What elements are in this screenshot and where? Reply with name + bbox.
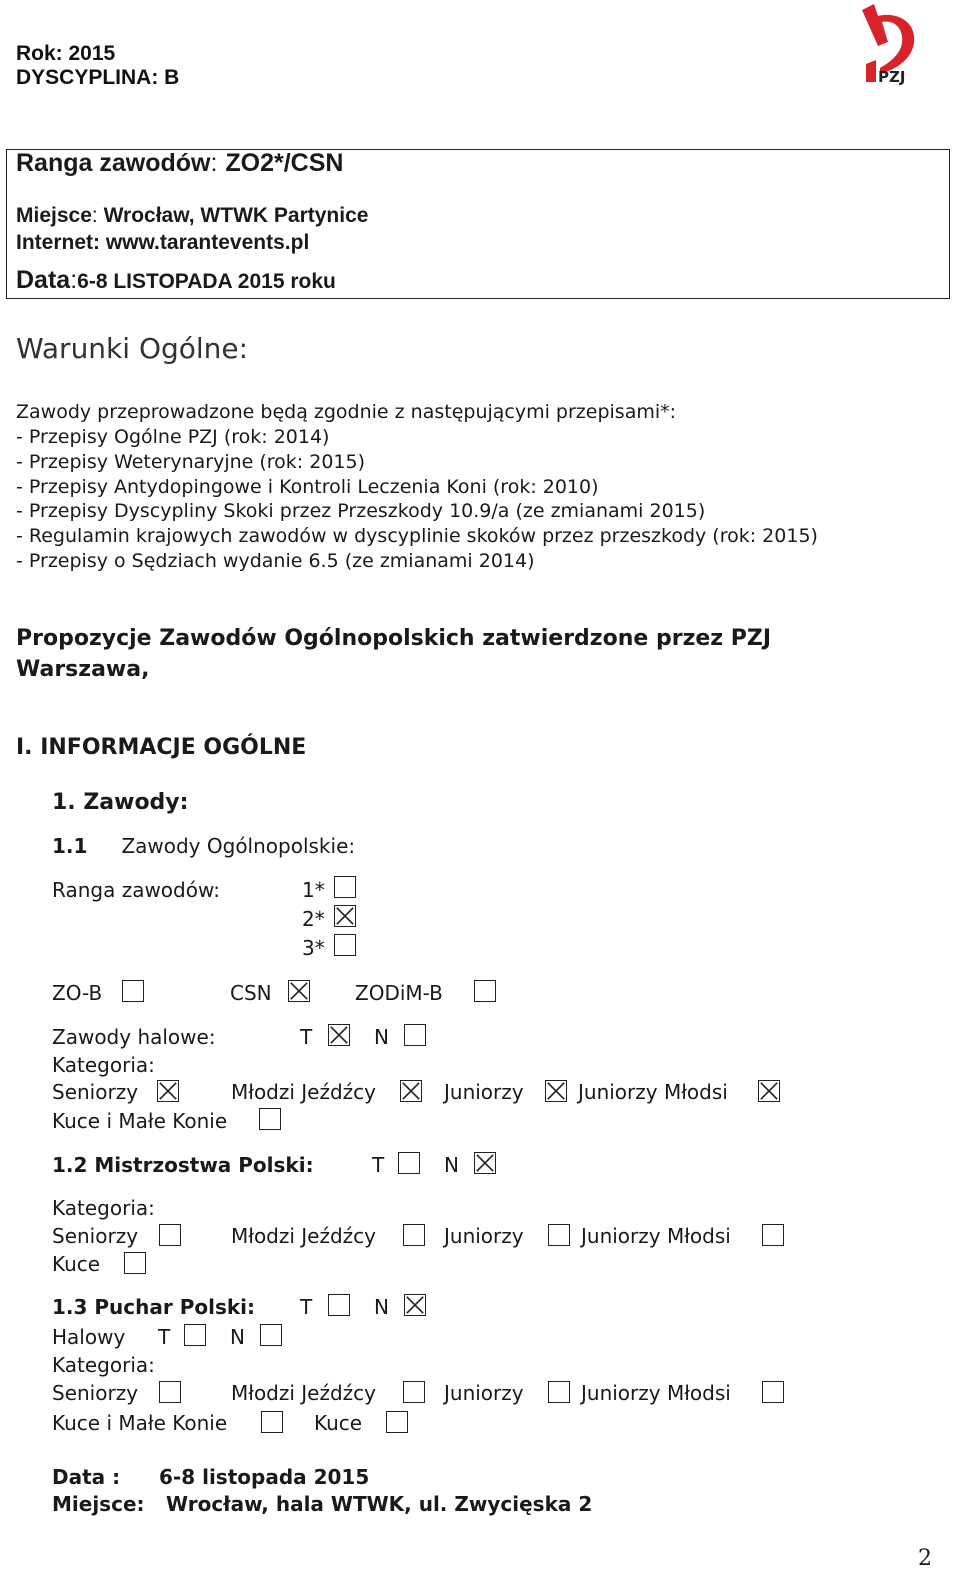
c13-ponies-checkbox[interactable] [386, 1411, 408, 1433]
halowy-n-checkbox[interactable] [260, 1324, 282, 1346]
halowy-label: Halowy [52, 1325, 126, 1349]
juniors-label: Juniorzy [444, 1381, 524, 1405]
event-date-value: 6-8 listopada 2015 [159, 1465, 370, 1489]
category-label: Kategoria: [52, 1053, 155, 1077]
pp-n-checkbox[interactable] [404, 1294, 426, 1316]
zob-label: ZO-B [52, 981, 103, 1005]
csn-checkbox[interactable] [288, 980, 310, 1002]
indoor-n-label: N [374, 1025, 389, 1049]
propositions-line2: Warszawa, [16, 657, 150, 682]
mp-t-checkbox[interactable] [398, 1152, 420, 1174]
rank-value: ZO2*/CSN [225, 149, 344, 177]
pp-t-checkbox[interactable] [328, 1294, 350, 1316]
event-place-label: Miejsce: [52, 1492, 145, 1516]
c13-juniors-checkbox[interactable] [548, 1381, 570, 1403]
young-riders-label: Młodzi Jeźdźcy [231, 1224, 377, 1248]
c12-seniors-checkbox[interactable] [159, 1224, 181, 1246]
c12-young-riders-checkbox[interactable] [403, 1224, 425, 1246]
place-line: Miejsce: Wrocław, WTWK Partynice [16, 204, 369, 227]
star3-checkbox[interactable] [334, 934, 356, 956]
rule-line: Zawody przeprowadzone będą zgodnie z następującymi przepisami*: [16, 401, 677, 423]
event-date-label: Data : [52, 1465, 121, 1489]
c13-ponies-small-checkbox[interactable] [261, 1411, 283, 1433]
c11-juniors-checkbox[interactable] [545, 1080, 567, 1102]
c12-juniors-checkbox[interactable] [548, 1224, 570, 1246]
star1-checkbox[interactable] [334, 876, 356, 898]
rule-line: - Przepisy Antydopingowe i Kontroli Leczenia Koni (rok: 2010) [16, 476, 599, 498]
ponies-small-label: Kuce i Małe Konie [52, 1411, 228, 1435]
logo-text: PZJ [878, 68, 906, 86]
rank-line: Ranga zawodów: ZO2*/CSN [16, 149, 344, 177]
pp-n-label: N [374, 1295, 389, 1319]
rule-line: - Regulamin krajowych zawodów w dyscyplinie skoków przez przeszkody (rok: 2015) [16, 525, 818, 547]
halowy-t-checkbox[interactable] [184, 1324, 206, 1346]
indoor-label: Zawody halowe: [52, 1025, 216, 1049]
c13-seniors-checkbox[interactable] [159, 1381, 181, 1403]
zodimb-label: ZODiM-B [355, 981, 443, 1005]
rule-line: - Przepisy Weterynaryjne (rok: 2015) [16, 451, 366, 473]
event-place-value: Wrocław, hala WTWK, ul. Zwycięska 2 [166, 1492, 593, 1516]
juniors-label: Juniorzy [444, 1224, 524, 1248]
category-label: Kategoria: [52, 1196, 155, 1220]
c13-young-riders-checkbox[interactable] [403, 1381, 425, 1403]
category-label: Kategoria: [52, 1353, 155, 1377]
mp-t-label: T [372, 1153, 385, 1177]
c12-young-juniors-checkbox[interactable] [762, 1224, 784, 1246]
year-line: Rok: 2015 [16, 42, 116, 65]
mp-n-checkbox[interactable] [474, 1152, 496, 1174]
young-riders-label: Młodzi Jeźdźcy [231, 1381, 377, 1405]
star2-label: 2* [302, 907, 325, 931]
star3-label: 3* [302, 936, 325, 960]
ponies-label: Kuce [314, 1411, 363, 1435]
young-riders-label: Młodzi Jeźdźcy [231, 1080, 377, 1104]
halowy-t-label: T [158, 1325, 171, 1349]
internet-line: Internet: www.tarantevents.pl [16, 231, 310, 254]
seniors-label: Seniorzy [52, 1381, 139, 1405]
zob-checkbox[interactable] [122, 980, 144, 1002]
pp-heading: 1.3 Puchar Polski: [52, 1295, 256, 1319]
pp-t-label: T [300, 1295, 313, 1319]
young-juniors-label: Juniorzy Młodsi [578, 1080, 728, 1104]
juniors-label: Juniorzy [444, 1080, 524, 1104]
c11-young-riders-checkbox[interactable] [400, 1080, 422, 1102]
section-heading: I. INFORMACJE OGÓLNE [16, 735, 307, 760]
star2-checkbox[interactable] [334, 905, 356, 927]
indoor-t-label: T [300, 1025, 313, 1049]
halowy-n-label: N [230, 1325, 245, 1349]
c12-ponies-checkbox[interactable] [124, 1252, 146, 1274]
indoor-t-checkbox[interactable] [328, 1024, 350, 1046]
young-juniors-label: Juniorzy Młodsi [581, 1224, 731, 1248]
sub-heading-zawody: 1. Zawody: [52, 790, 189, 815]
seniors-label: Seniorzy [52, 1224, 139, 1248]
discipline-line: DYSCYPLINA: B [16, 66, 180, 89]
young-juniors-label: Juniorzy Młodsi [581, 1381, 731, 1405]
c11-seniors-checkbox[interactable] [157, 1080, 179, 1102]
date-line: Data:6-8 LISTOPADA 2015 roku [16, 266, 336, 294]
pzj-logo [856, 2, 924, 90]
sub-heading-11: 1.1 Zawody Ogólnopolskie: [52, 834, 356, 858]
rule-line: - Przepisy Dyscypliny Skoki przez Przeszkody 10.9/a (ze zmianami 2015) [16, 500, 706, 522]
seniors-label: Seniorzy [52, 1080, 139, 1104]
c11-young-juniors-checkbox[interactable] [758, 1080, 780, 1102]
c13-young-juniors-checkbox[interactable] [762, 1381, 784, 1403]
mp-heading: 1.2 Mistrzostwa Polski: [52, 1153, 314, 1177]
rank-zawodow-label: Ranga zawodów: [52, 878, 220, 902]
ponies-small-label: Kuce i Małe Konie [52, 1109, 228, 1133]
indoor-n-checkbox[interactable] [404, 1024, 426, 1046]
rule-line: - Przepisy o Sędziach wydanie 6.5 (ze zmianami 2014) [16, 550, 535, 572]
rule-line: - Przepisy Ogólne PZJ (rok: 2014) [16, 426, 330, 448]
zodimb-checkbox[interactable] [474, 980, 496, 1002]
page-number: 2 [918, 1546, 932, 1571]
propositions-line1: Propozycje Zawodów Ogólnopolskich zatwierdzone przez PZJ [16, 626, 772, 651]
rank-label: Ranga zawodów [16, 149, 211, 177]
c11-ponies-small-checkbox[interactable] [259, 1108, 281, 1130]
ponies-label: Kuce [52, 1252, 101, 1276]
star1-label: 1* [302, 878, 325, 902]
place-value: Wrocław, WTWK Partynice [103, 204, 369, 227]
csn-label: CSN [230, 981, 272, 1005]
date-value: 6-8 LISTOPADA 2015 roku [77, 270, 336, 293]
mp-n-label: N [444, 1153, 459, 1177]
general-heading: Warunki Ogólne: [16, 332, 249, 365]
